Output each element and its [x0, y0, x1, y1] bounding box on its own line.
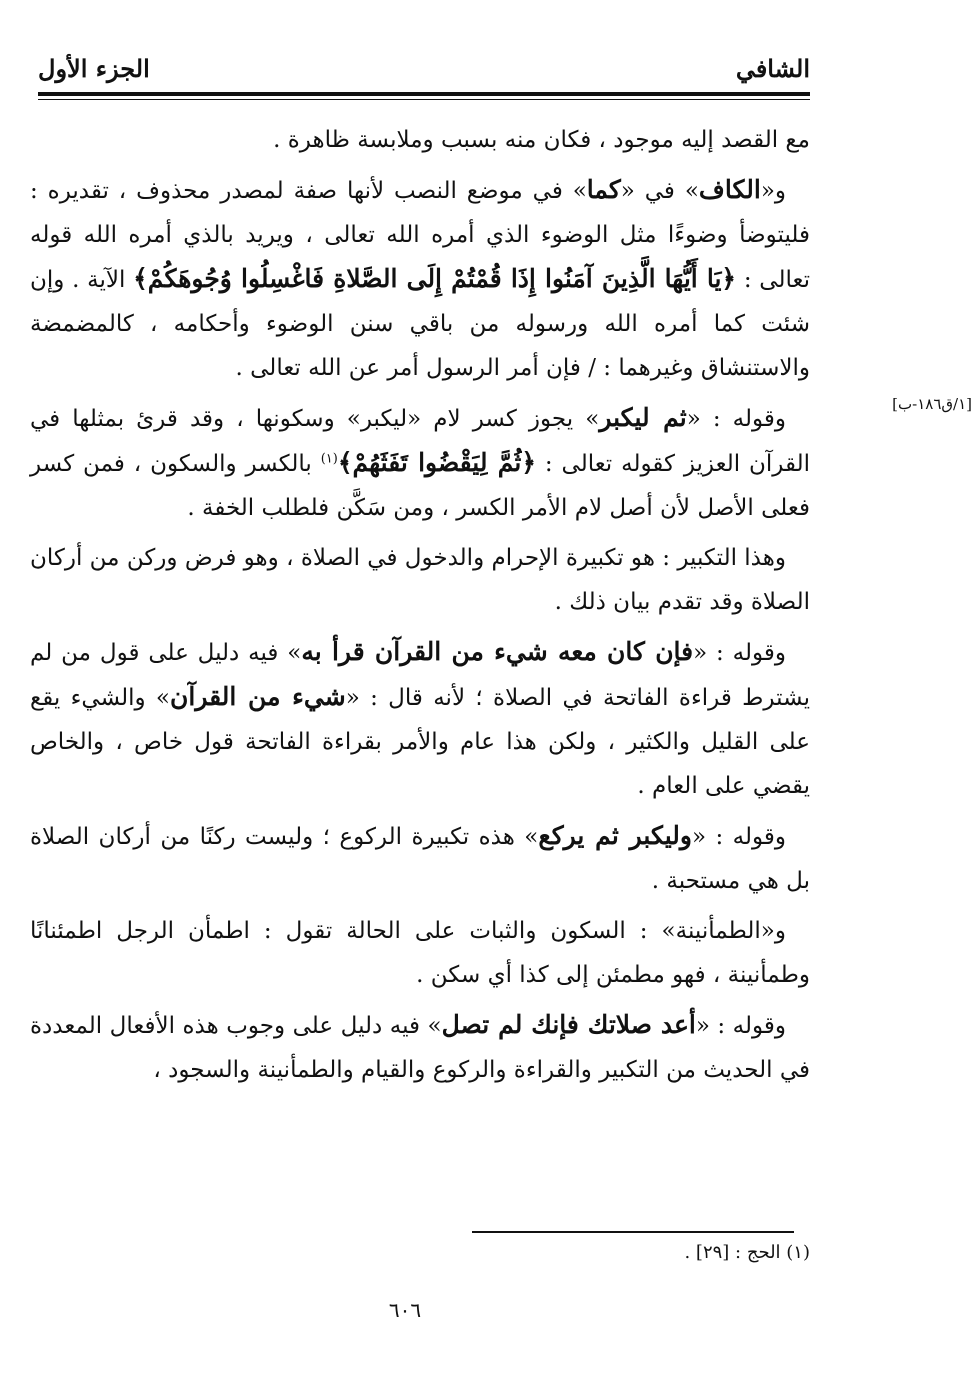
bold-quote: ثم ليكبر	[599, 403, 687, 432]
paragraph-7: و«الطمأنينة» : السكون والثبات على الحالة تقول : اطمأن الرجل اطمئنانًا وطمأنينة ، فهو مطمئن إلى كذا أي سكن .	[30, 918, 810, 988]
text-run: و«	[760, 178, 786, 204]
footnote-separator	[472, 1231, 794, 1233]
footnote: (١) الحج : [٢٩] .	[684, 1242, 810, 1263]
bold-quote: الكاف	[698, 175, 761, 204]
header-rule-thin	[38, 99, 810, 100]
bold-quote: شيء من القرآن	[170, 682, 346, 711]
bold-quote: ﴿يَا أَيُّهَا الَّذِينَ آمَنُوا إِذَا قُمْتُمْ إِلَى الصَّلاةِ فَاغْسِلُوا وُجُوهَكُمْ﴾	[133, 264, 737, 293]
text-run: الآية . وإن شئت كما أمره الله ورسوله من باقي سنن الوضوء وأحكامه ، كالمضمضة والاستنشاق وغيرهما : / فإن أمر الرسول أمر عن الله تعالى .	[30, 267, 810, 381]
text-run: وقوله : «	[686, 406, 786, 432]
header-rule-thick	[38, 92, 810, 96]
paragraph-4: وهذا التكبير : هو تكبيرة الإحرام والدخول في الصلاة ، وهو فرض وركن من أركان الصلاة وقد تقدم بيان ذلك .	[30, 545, 810, 615]
body-text	[30, 118, 810, 1098]
book-title: الشافي	[735, 54, 810, 83]
paragraph-5	[30, 630, 810, 808]
text-run: » فيه دليل على وجوب هذه الأفعال المعددة في الحديث من التكبير والقراءة والركوع والقيام والطمأنينة والسجود ،	[30, 1013, 810, 1083]
text-run: » هذه تكبيرة الركوع ؛ وليست ركنًا من أركان الصلاة بل هي مستحبة .	[30, 824, 810, 894]
text-run: وقوله : «	[693, 640, 786, 666]
bold-quote: وليكبر ثم يركع	[538, 821, 692, 850]
page-number: ٦٠٦	[388, 1298, 422, 1322]
bold-quote: كما	[586, 175, 621, 204]
paragraph-1: مع القصد إليه موجود ، فكان منه بسبب وملابسة ظاهرة .	[273, 127, 810, 153]
text-run: » يجوز كسر لام «ليكبر» وسكونها ، وقد قرئ بمثلها في القرآن العزيز كقوله تعالى :	[30, 406, 810, 477]
text-run: » والشيء يقع على القليل والكثير ، ولكن هذا عام والأمر بقراءة الفاتحة قول خاص ، والخاص يقضي على العام .	[30, 685, 810, 799]
text-run: بالكسر والسكون ، فمن كسر فعلى الأصل لأن أصل لام الأمر الكسر ، ومن سَكَّن فلطلب الخفة .	[30, 451, 810, 521]
text-run: » في موضع النصب لأنها صفة لمصدر محذوف ، تقديره : فليتوضأ وضوءًا مثل الوضوء الذي أمره الله تعالى ، ويريد بالذي أمره الله قوله تعالى :	[30, 178, 810, 293]
text-run: » فيه دليل على قول من لم يشترط قراءة الفاتحة في الصلاة ؛ لأنه قال : «	[30, 640, 810, 711]
text-run: وقوله : «	[695, 1013, 786, 1039]
bold-quote: فإن كان معه شيء من القرآن قرأ به	[301, 637, 694, 666]
text-run: » في «	[620, 178, 699, 204]
footnote-marker: (١)	[320, 451, 338, 467]
paragraph-6	[30, 814, 810, 903]
volume-label: الجزء الأول	[38, 54, 150, 83]
bold-quote: أعد صلاتك فإنك لم تصل	[441, 1010, 696, 1039]
bold-quote: ﴿ثُمَّ لِيَقْضُوا تَفَثَهُمْ﴾	[337, 448, 536, 477]
paragraph-2	[30, 168, 810, 390]
manuscript-folio-note: [١/ق١٨٦-ب]	[892, 395, 972, 413]
page-header	[38, 50, 810, 88]
text-run: وقوله : «	[691, 824, 786, 850]
paragraph-8	[30, 1003, 810, 1092]
paragraph-3	[30, 396, 810, 530]
